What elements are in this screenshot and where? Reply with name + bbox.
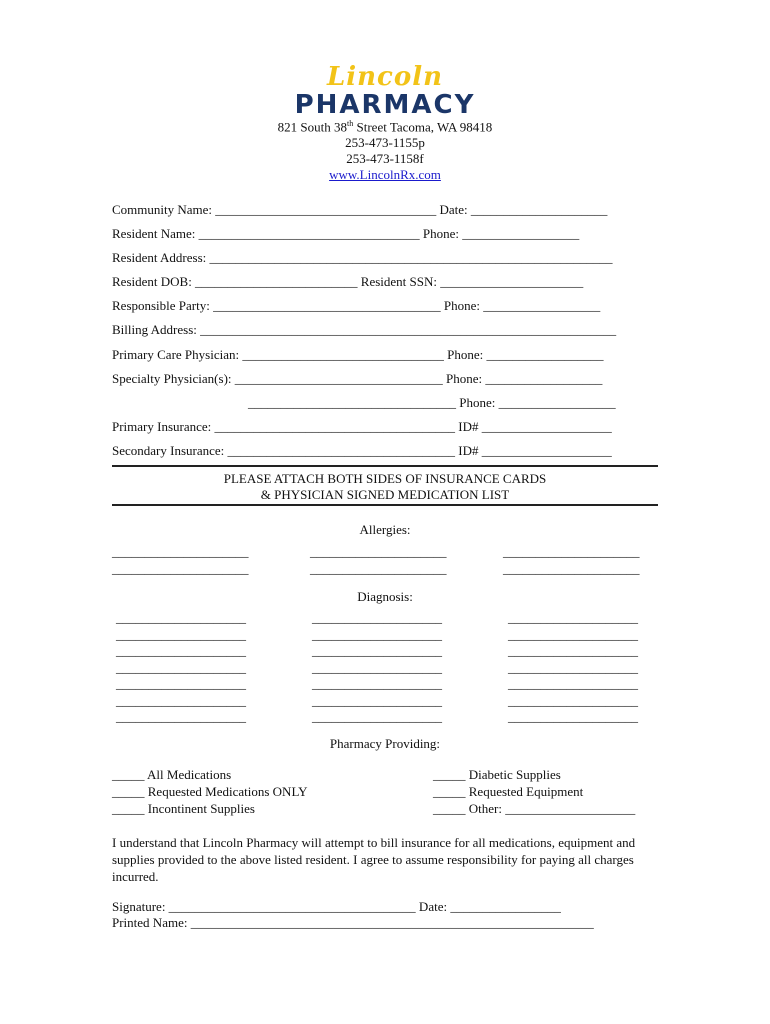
notice-line-2: & PHYSICIAN SIGNED MEDICATION LIST	[260, 487, 510, 502]
community-name-field[interactable]: Community Name: __________________________________ Date: _____________________	[112, 202, 608, 217]
specialty-physician-field[interactable]: Specialty Physician(s): ________________________________ Phone: __________________	[112, 371, 603, 386]
diagnosis-blank[interactable]: ____________________	[508, 643, 638, 658]
divider-bottom	[112, 504, 658, 506]
pharmacy-providing-title: Pharmacy Providing:	[329, 736, 441, 751]
resident-name-field[interactable]: Resident Name: __________________________________ Phone: __________________	[112, 226, 580, 241]
billing-address-field[interactable]: Billing Address: ________________________________________________________________	[112, 322, 617, 337]
logo-script-text: Lincoln	[326, 62, 443, 92]
diagnosis-blank[interactable]: ____________________	[508, 610, 638, 625]
allergy-blank[interactable]: _____________________	[503, 561, 640, 576]
diagnosis-blank[interactable]: ____________________	[508, 659, 638, 675]
diagnosis-blank[interactable]: ____________________	[312, 692, 442, 708]
option-requested-equipment[interactable]: _____ Requested Equipment	[433, 784, 584, 799]
diagnosis-title: Diagnosis:	[357, 589, 413, 604]
diagnosis-blank[interactable]: ____________________	[508, 692, 638, 708]
resident-address-field[interactable]: Resident Address: ______________________________________________________________	[112, 250, 613, 265]
option-incontinent-supplies[interactable]: _____ Incontinent Supplies	[112, 801, 255, 816]
website-link-wrap	[0, 167, 770, 183]
website-link[interactable]: www.LincolnRx.com	[329, 167, 441, 182]
phone-line: 253-473-1155p	[345, 135, 425, 150]
diagnosis-blank[interactable]: ____________________	[312, 626, 442, 642]
allergy-blank[interactable]: _____________________	[112, 544, 249, 559]
allergy-blank[interactable]: _____________________	[112, 561, 249, 576]
diagnosis-blank[interactable]: ____________________	[312, 676, 442, 691]
diagnosis-blank[interactable]: ____________________	[312, 709, 442, 724]
diagnosis-blank[interactable]: ____________________	[312, 643, 442, 658]
option-other[interactable]: _____ Other: ____________________	[433, 801, 636, 816]
resident-dob-field[interactable]: Resident DOB: _________________________ Resident SSN: ______________________	[112, 274, 584, 289]
diagnosis-blank[interactable]: ____________________	[508, 709, 638, 724]
primary-physician-field[interactable]: Primary Care Physician: _______________________________ Phone: __________________	[112, 347, 604, 362]
option-diabetic-supplies[interactable]: _____ Diabetic Supplies	[433, 767, 561, 782]
specialty-physician-field-2[interactable]: ________________________________ Phone: __________________	[248, 395, 616, 410]
printed-name-field[interactable]: Printed Name: ______________________________________________________________	[112, 915, 594, 930]
allergies-title: Allergies:	[359, 522, 411, 537]
diagnosis-blank[interactable]: ____________________	[116, 692, 246, 708]
primary-insurance-field[interactable]: Primary Insurance: _____________________________________ ID# ____________________	[112, 419, 612, 434]
responsible-party-field[interactable]: Responsible Party: ___________________________________ Phone: __________________	[112, 298, 601, 313]
diagnosis-blank[interactable]: ____________________	[116, 626, 246, 642]
diagnosis-blank[interactable]: ____________________	[116, 643, 246, 658]
allergy-blank[interactable]: _____________________	[310, 544, 447, 559]
option-all-medications[interactable]: _____ All Medications	[112, 767, 232, 782]
notice-line-1: PLEASE ATTACH BOTH SIDES OF INSURANCE CARDS	[223, 471, 547, 486]
allergy-blank[interactable]: _____________________	[503, 544, 640, 559]
option-requested-medications[interactable]: _____ Requested Medications ONLY	[112, 784, 308, 799]
divider-top	[112, 465, 658, 467]
diagnosis-blank[interactable]: ____________________	[116, 709, 246, 724]
diagnosis-blank[interactable]: ____________________	[508, 676, 638, 691]
diagnosis-blank[interactable]: ____________________	[116, 610, 246, 625]
diagnosis-blank[interactable]: ____________________	[116, 676, 246, 691]
fax-line: 253-473-1158f	[346, 151, 424, 166]
diagnosis-blank[interactable]: ____________________	[312, 659, 442, 675]
allergy-blank[interactable]: _____________________	[310, 561, 447, 576]
diagnosis-blank[interactable]: ____________________	[312, 610, 442, 625]
signature-field[interactable]: Signature: ______________________________________ Date: _________________	[112, 899, 561, 914]
logo-main-text: PHARMACY	[294, 90, 476, 120]
diagnosis-blank[interactable]: ____________________	[116, 659, 246, 675]
diagnosis-blank[interactable]: ____________________	[508, 626, 638, 642]
agreement-paragraph: I understand that Lincoln Pharmacy will attempt to bill insurance for all medications, equipment and supplies provided to the above listed resident. I agree to assume responsibility for paying all charges incurred.	[112, 835, 636, 884]
address-line: 821 South 38th Street Tacoma, WA 98418	[277, 119, 493, 135]
secondary-insurance-field[interactable]: Secondary Insurance: ___________________________________ ID# ____________________	[112, 443, 612, 458]
